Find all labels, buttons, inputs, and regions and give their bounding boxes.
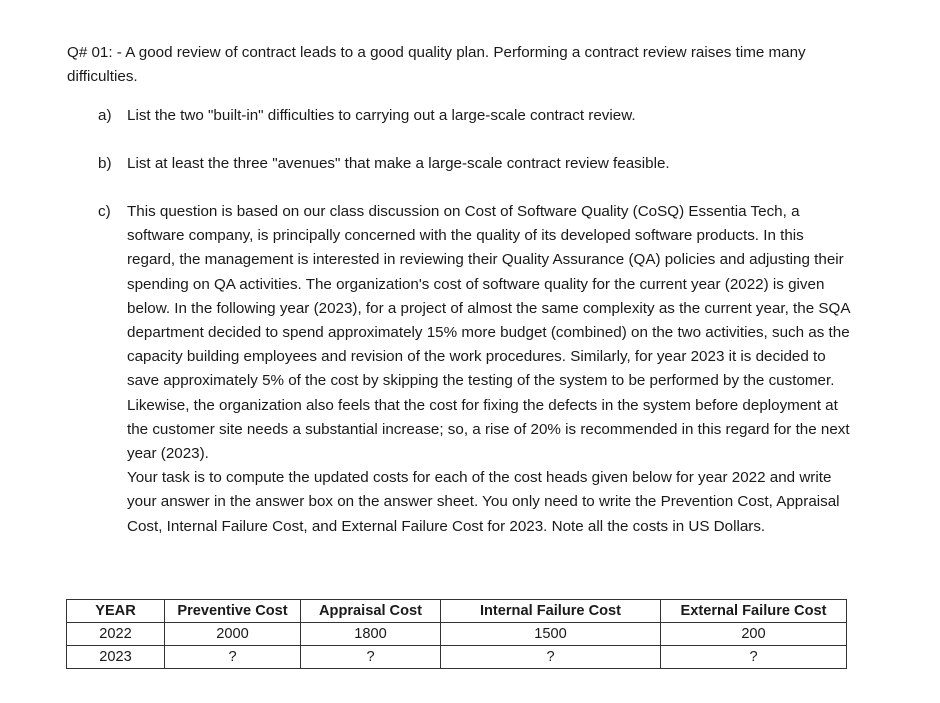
cost-table	[66, 599, 847, 669]
table-cell: 2023	[67, 646, 165, 669]
question-heading: Q# 01: - A good review of contract leads to a good quality plan. Performing a contract review raises time many difficulties.	[67, 44, 806, 86]
column-header-external-failure-cost: External Failure Cost	[661, 600, 847, 623]
table-cell: 200	[661, 623, 847, 646]
item-marker: a)	[98, 107, 112, 124]
table-cell: 1500	[441, 623, 661, 646]
item-text	[127, 200, 851, 539]
table-cell: ?	[165, 646, 301, 669]
table-cell: ?	[301, 646, 441, 669]
table-row	[67, 623, 847, 646]
table-cell: 2022	[67, 623, 165, 646]
table-cell: 2000	[165, 623, 301, 646]
table-header-row	[67, 600, 847, 623]
column-header-year: YEAR	[67, 600, 165, 623]
column-header-appraisal-cost: Appraisal Cost	[301, 600, 441, 623]
task-paragraph: Your task is to compute the updated costs for each of the cost heads given below for year 2022 and write your answer in the answer box on the answer sheet. You only need to write the Prevention Cost, Appraisal Cost, Internal Failure Cost, and External Failure Cost for 2023. Note all the costs in US Dollars.	[127, 469, 840, 535]
item-marker: b)	[98, 155, 112, 172]
column-header-internal-failure-cost: Internal Failure Cost	[441, 600, 661, 623]
table-cell: 1800	[301, 623, 441, 646]
table-cell: ?	[661, 646, 847, 669]
column-header-preventive-cost: Preventive Cost	[165, 600, 301, 623]
item-text: List at least the three "avenues" that make a large-scale contract review feasible.	[127, 155, 670, 172]
item-text: List the two "built-in" difficulties to carrying out a large-scale contract review.	[127, 107, 636, 124]
scenario-paragraph: This question is based on our class discussion on Cost of Software Quality (CoSQ) Essentia Tech, a software company, is principally concerned with the quality of its developed software products. In this regard, the management is interested in reviewing their Quality Assurance (QA) policies and adjusting their spending on QA activities. The organization's cost of software quality for the current year (2022) is given below. In the following year (2023), for a project of almost the same complexity as the current year, the SQA department decided to spend approximately 15% more budget (combined) on the two activities, such as the capacity building employees and revision of the work procedures. Similarly, for year 2023 it is decided to save approximately 5% of the cost by skipping the testing of the system to be performed by the customer. Likewise, the organization also feels that the cost for fixing the defects in the system before deployment at the customer site needs a substantial increase; so, a rise of 20% is recommended in this regard for the next year (2023).	[127, 203, 850, 463]
table-row	[67, 646, 847, 669]
item-marker: c)	[98, 203, 111, 220]
table-cell: ?	[441, 646, 661, 669]
